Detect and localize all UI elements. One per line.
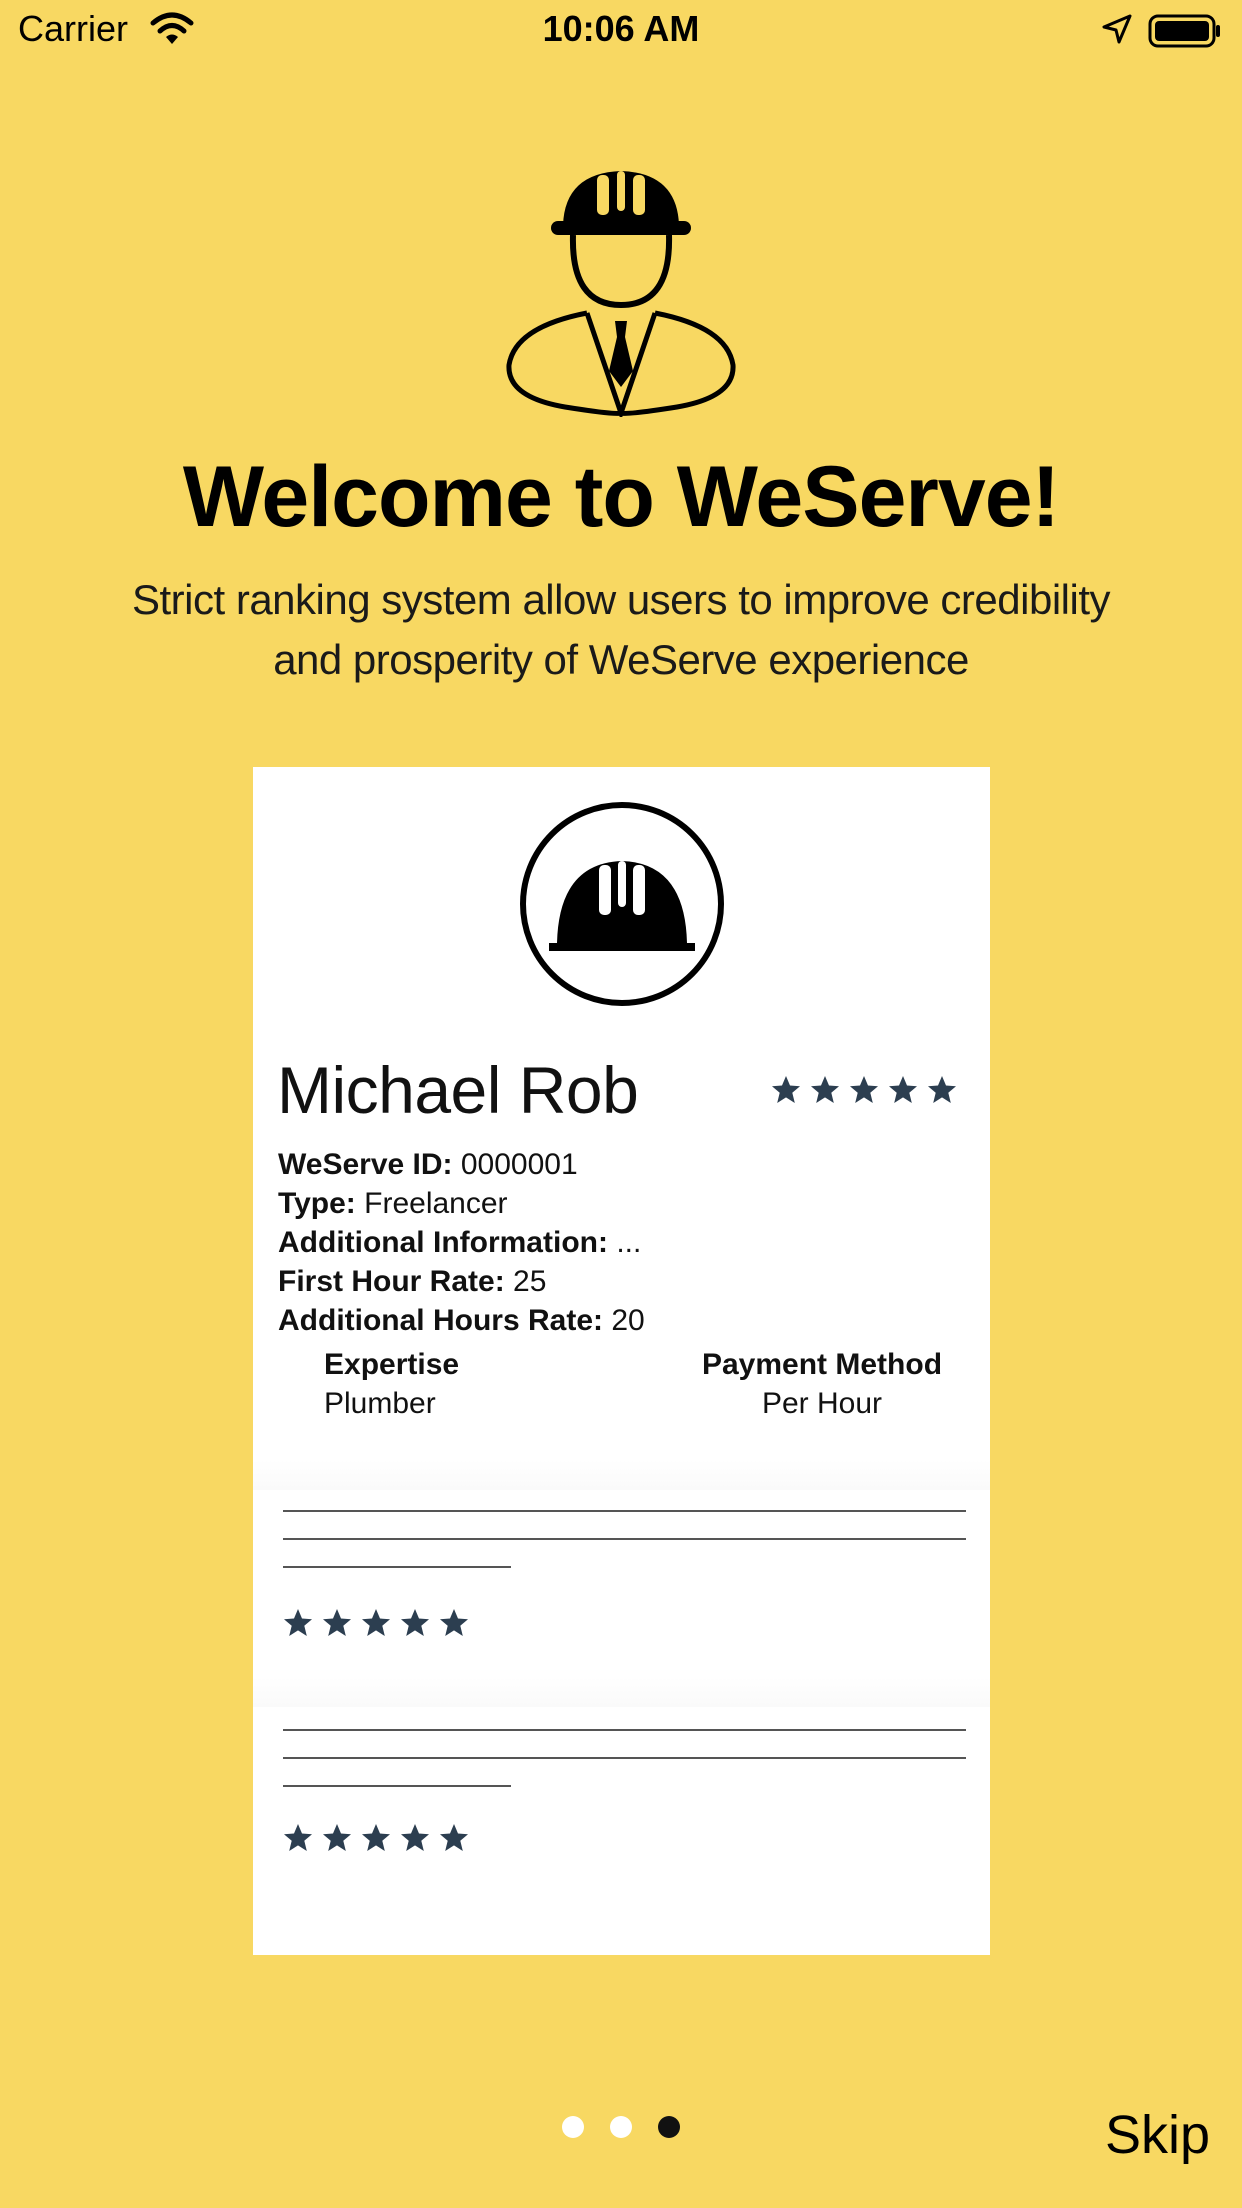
review-rating [283, 1823, 478, 1853]
info-row-additional [278, 1223, 645, 1262]
status-time: 10:06 AM [542, 8, 700, 49]
profile-info [278, 1145, 645, 1340]
payment-method-value: Per Hour [761, 1387, 883, 1420]
star-icon [322, 1823, 352, 1853]
review-text-line [283, 1566, 511, 1568]
info-row-first-hour-rate [278, 1262, 645, 1301]
helmet-avatar-icon [519, 801, 725, 1007]
info-value: ... [616, 1226, 642, 1259]
profile-rating [771, 1075, 966, 1105]
review-rating [283, 1608, 478, 1638]
review-divider [253, 1460, 990, 1490]
location-arrow-icon [1100, 12, 1134, 46]
star-icon [771, 1075, 801, 1105]
star-icon [322, 1608, 352, 1638]
profile-name: Michael Rob [277, 1053, 639, 1127]
review-text-line [283, 1510, 966, 1512]
info-label: Additional Hours Rate: [278, 1304, 604, 1337]
page-indicator[interactable] [562, 2116, 682, 2140]
info-label: WeServe ID: [278, 1148, 453, 1181]
battery-icon [1148, 14, 1222, 48]
star-icon [927, 1075, 957, 1105]
info-row-additional-hours-rate [278, 1301, 645, 1340]
star-icon [400, 1608, 430, 1638]
status-bar [0, 0, 1242, 60]
star-icon [400, 1823, 430, 1853]
info-value: 20 [611, 1304, 645, 1337]
review-text-line [283, 1757, 966, 1759]
payment-method-block [698, 1345, 946, 1423]
review-text-line [283, 1729, 966, 1731]
skip-button[interactable]: Skip [1104, 2105, 1210, 2165]
info-label: Type: [278, 1187, 356, 1220]
onboarding-subtitle: Strict ranking system allow users to improve credibility and prosperity of WeServe experience [132, 576, 1110, 683]
star-icon [361, 1608, 391, 1638]
star-icon [810, 1075, 840, 1105]
star-icon [439, 1823, 469, 1853]
info-label: Additional Information: [278, 1226, 608, 1259]
info-value: 25 [513, 1265, 547, 1298]
page-dot[interactable] [562, 2116, 584, 2138]
carrier-label: Carrier [18, 8, 129, 49]
star-icon [283, 1823, 313, 1853]
onboarding-title: Welcome to WeServe! [182, 449, 1060, 545]
expertise-value: Plumber [324, 1387, 436, 1420]
expertise-heading: Expertise [324, 1348, 460, 1381]
star-icon [888, 1075, 918, 1105]
star-icon [849, 1075, 879, 1105]
worker-helmet-icon [505, 165, 737, 417]
star-icon [283, 1608, 313, 1638]
expertise-block [324, 1345, 459, 1423]
review-divider [253, 1677, 990, 1707]
review-text-line [283, 1785, 511, 1787]
info-label: First Hour Rate: [278, 1265, 505, 1298]
info-value: 0000001 [460, 1148, 578, 1181]
info-row-id [278, 1145, 645, 1184]
page-dot[interactable] [610, 2116, 632, 2138]
review-text-line [283, 1538, 966, 1540]
page-dot[interactable] [658, 2116, 680, 2138]
profile-card [253, 767, 990, 1955]
info-value: Freelancer [364, 1187, 508, 1220]
info-row-type [278, 1184, 645, 1223]
star-icon [439, 1608, 469, 1638]
payment-method-heading: Payment Method [701, 1348, 943, 1381]
star-icon [361, 1823, 391, 1853]
